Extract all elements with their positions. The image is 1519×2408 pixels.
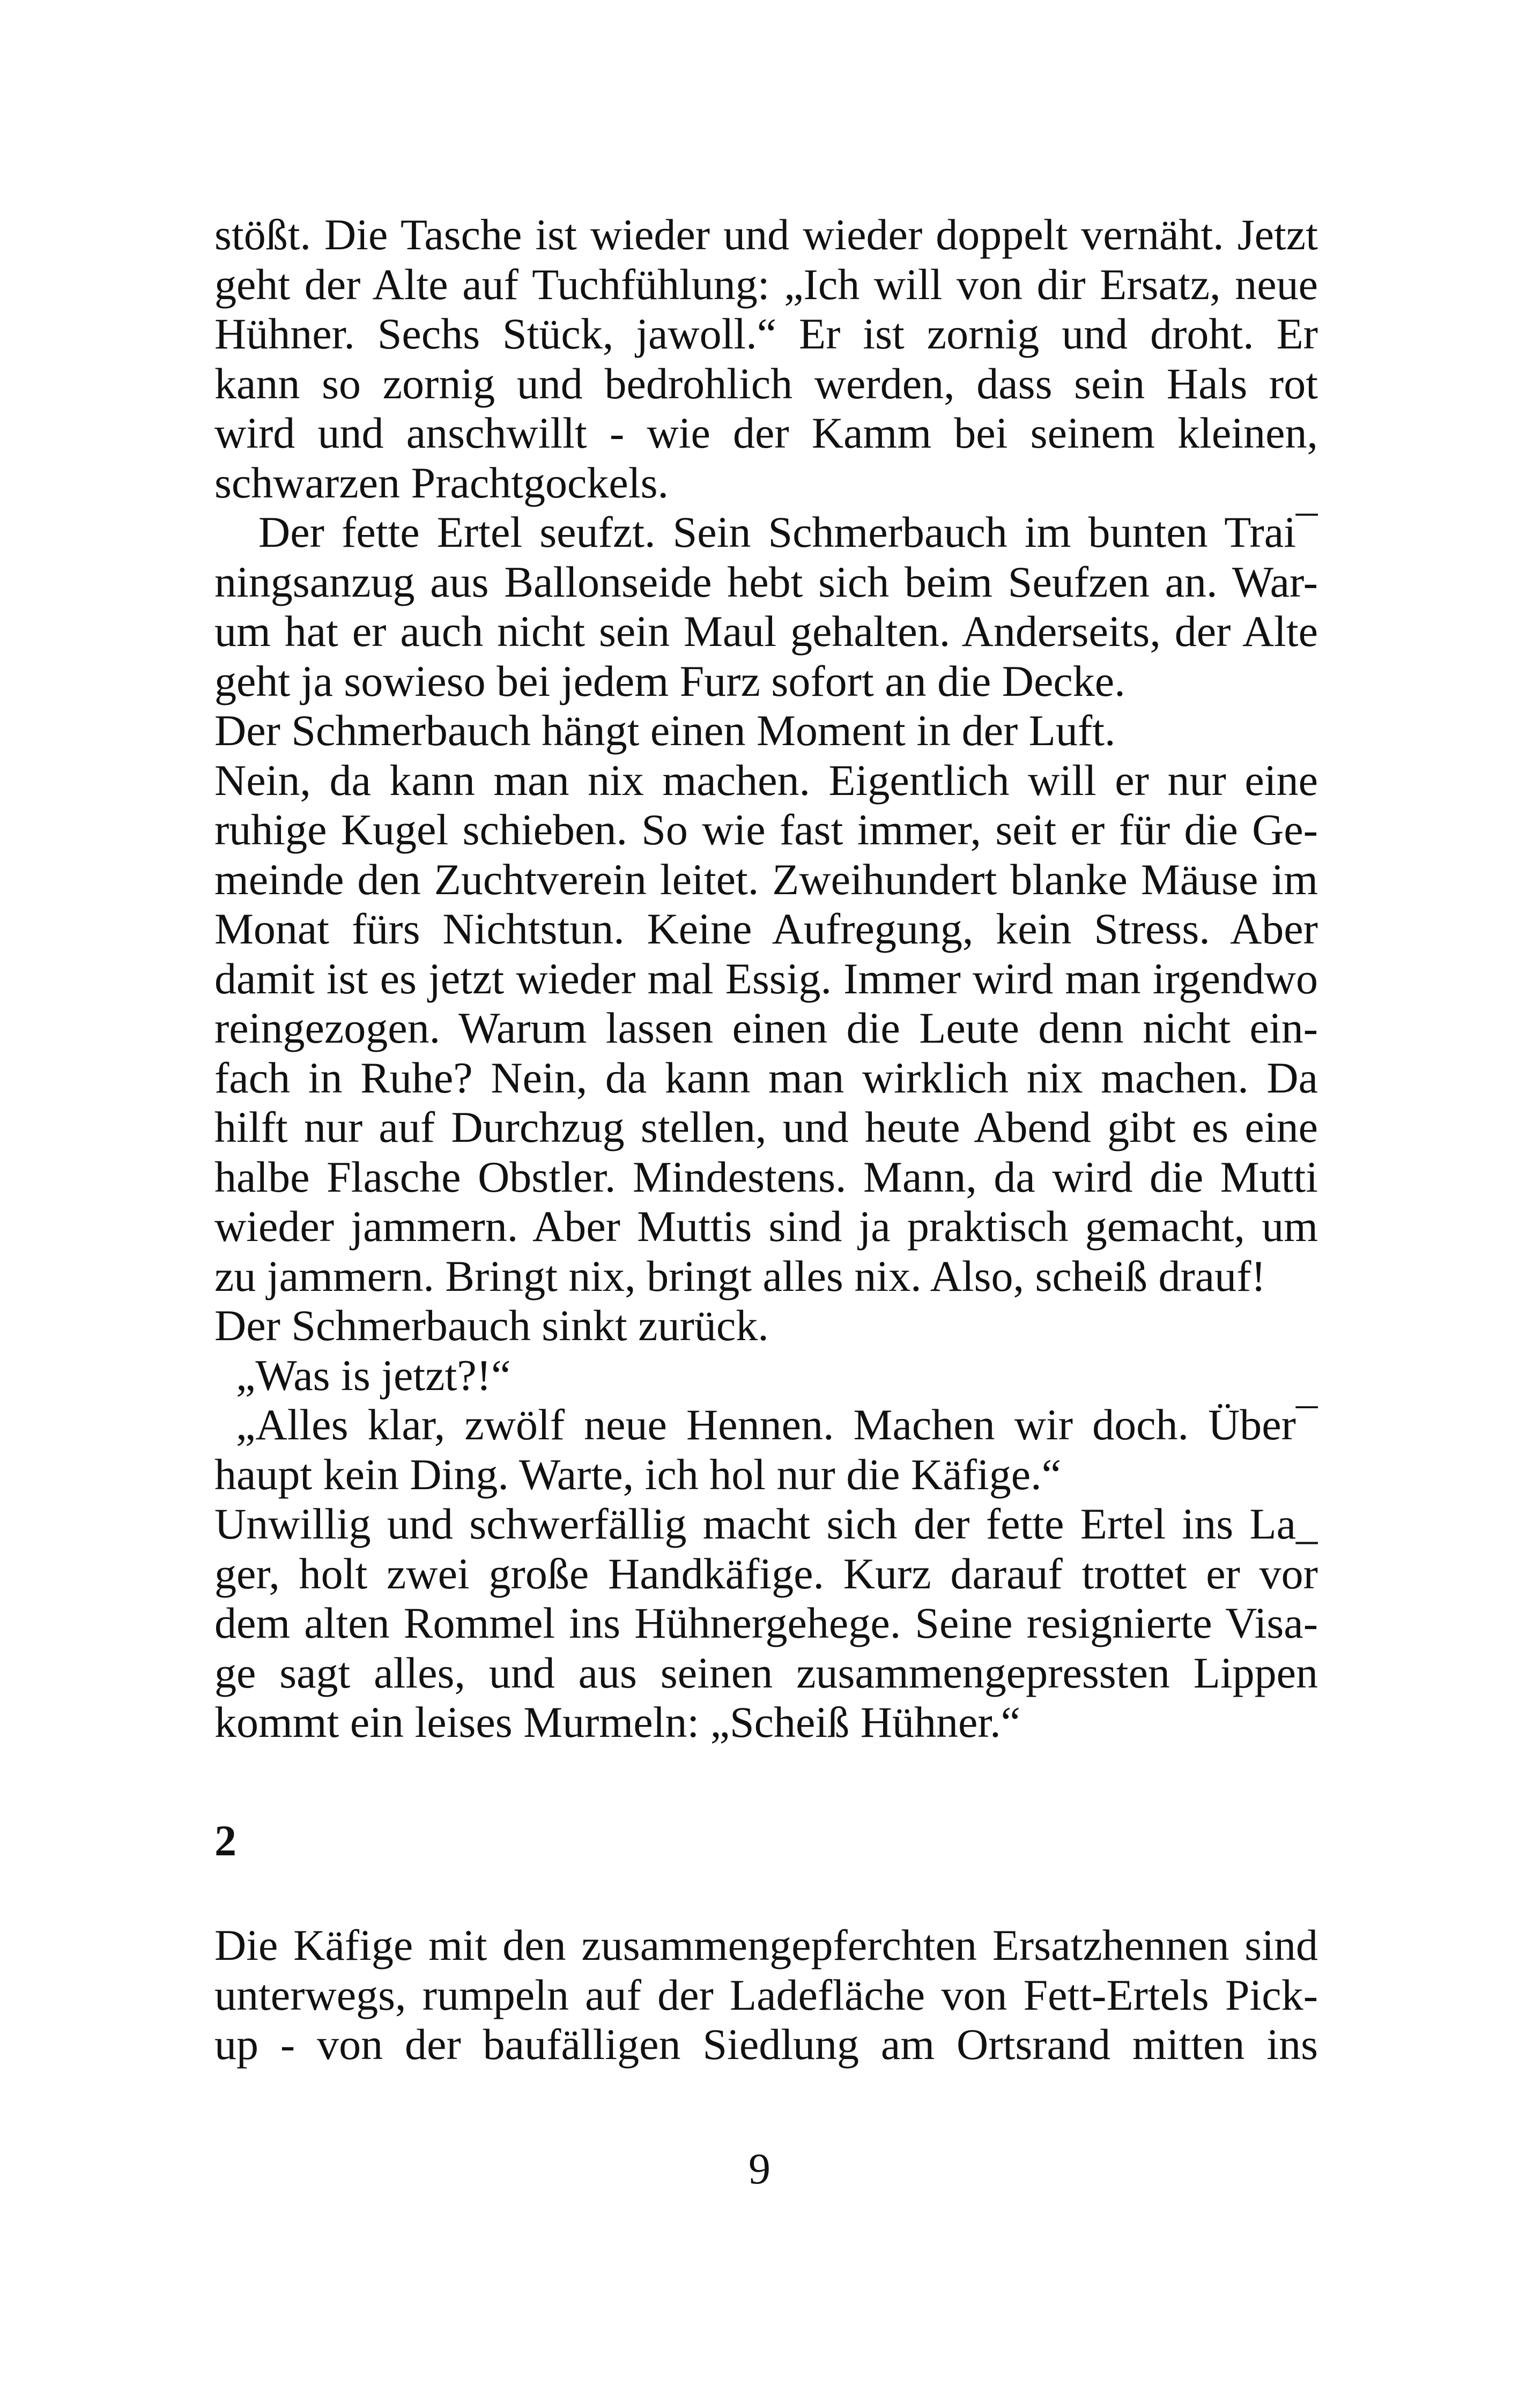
text-line: dem alten Rommel ins Hühnergehege. Seine resignierte Visa-	[214, 1599, 1318, 1647]
text-line: meinde den Zuchtverein leitet. Zweihundert blanke Mäuse im	[214, 854, 1318, 904]
text-line: kann so zornig und bedrohlich werden, dass sein Hals rot	[214, 359, 1318, 408]
text-line: geht ja sowieso bei jedem Furz sofort an die Decke.	[214, 656, 1125, 705]
body-text-top	[214, 210, 1318, 1748]
body-text-bottom	[214, 1921, 1318, 2070]
text-line: zu jammern. Bringt nix, bringt alles nix. Also, scheiß drauf!	[214, 1251, 1266, 1300]
text-line: ningsanzug aus Ballonseide hebt sich beim Seufzen an. War-	[214, 557, 1318, 606]
text-line: stößt. Die Tasche ist wieder und wieder doppelt vernäht. Jetzt	[214, 210, 1318, 259]
text-line: reingezogen. Warum lassen einen die Leute denn nicht ein-	[214, 1004, 1318, 1052]
text-line: up - von der baufälligen Siedlung am Ortsrand mitten ins	[214, 2020, 1318, 2069]
chapter-number: 2	[214, 1816, 236, 1865]
text-line: Unwillig und schwerfällig macht sich der fette Ertel ins La_	[214, 1499, 1318, 1548]
text-line: geht der Alte auf Tuchfühlung: „Ich will von dir Ersatz, neue	[214, 259, 1318, 309]
text-line: „Was is jetzt?!“	[236, 1350, 511, 1400]
text-line: kommt ein leises Murmeln: „Scheiß Hühner.“	[214, 1698, 1021, 1746]
text-line: wieder jammern. Aber Muttis sind ja praktisch gemacht, um	[214, 1202, 1318, 1251]
text-line: schwarzen Prachtgockels.	[214, 458, 669, 507]
text-line: ruhige Kugel schieben. So wie fast immer, seit er für die Ge-	[214, 805, 1318, 854]
text-line: Hühner. Sechs Stück, jawoll.“ Er ist zornig und droht. Er	[214, 309, 1318, 358]
text-line: Nein, da kann man nix machen. Eigentlich will er nur eine	[214, 755, 1318, 805]
text-line: „Alles klar, zwölf neue Hennen. Machen wir doch. Über¯	[236, 1400, 1318, 1449]
text-line: Die Käfige mit den zusammengepferchten Ersatzhennen sind	[214, 1921, 1318, 1969]
text-line: hilft nur auf Durchzug stellen, und heute Abend gibt es eine	[214, 1103, 1318, 1151]
text-line: ge sagt alles, und aus seinen zusammengepressten Lippen	[214, 1648, 1318, 1697]
text-line: um hat er auch nicht sein Maul gehalten. Anderseits, der Alte	[214, 607, 1318, 656]
text-line: haupt kein Ding. Warte, ich hol nur die Käfige.“	[214, 1450, 1062, 1499]
text-line: unterwegs, rumpeln auf der Ladefläche von Fett-Ertels Pick-	[214, 1970, 1318, 2019]
text-line: Der Schmerbauch hängt einen Moment in der Luft.	[214, 706, 1116, 755]
text-line: Monat fürs Nichtstun. Keine Aufregung, kein Stress. Aber	[214, 904, 1318, 953]
text-line: ger, holt zwei große Handkäfige. Kurz darauf trottet er vor	[214, 1549, 1318, 1598]
text-line: Der fette Ertel seufzt. Sein Schmerbauch im bunten Trai¯	[258, 508, 1318, 556]
text-line: fach in Ruhe? Nein, da kann man wirklich nix machen. Da	[214, 1053, 1318, 1102]
text-line: wird und anschwillt - wie der Kamm bei seinem kleinen,	[214, 408, 1318, 457]
text-line: Der Schmerbauch sinkt zurück.	[214, 1301, 769, 1350]
text-line: halbe Flasche Obstler. Mindestens. Mann, da wird die Mutti	[214, 1152, 1318, 1201]
text-line: damit ist es jetzt wieder mal Essig. Immer wird man irgendwo	[214, 954, 1318, 1003]
page-number: 9	[749, 2144, 770, 2193]
